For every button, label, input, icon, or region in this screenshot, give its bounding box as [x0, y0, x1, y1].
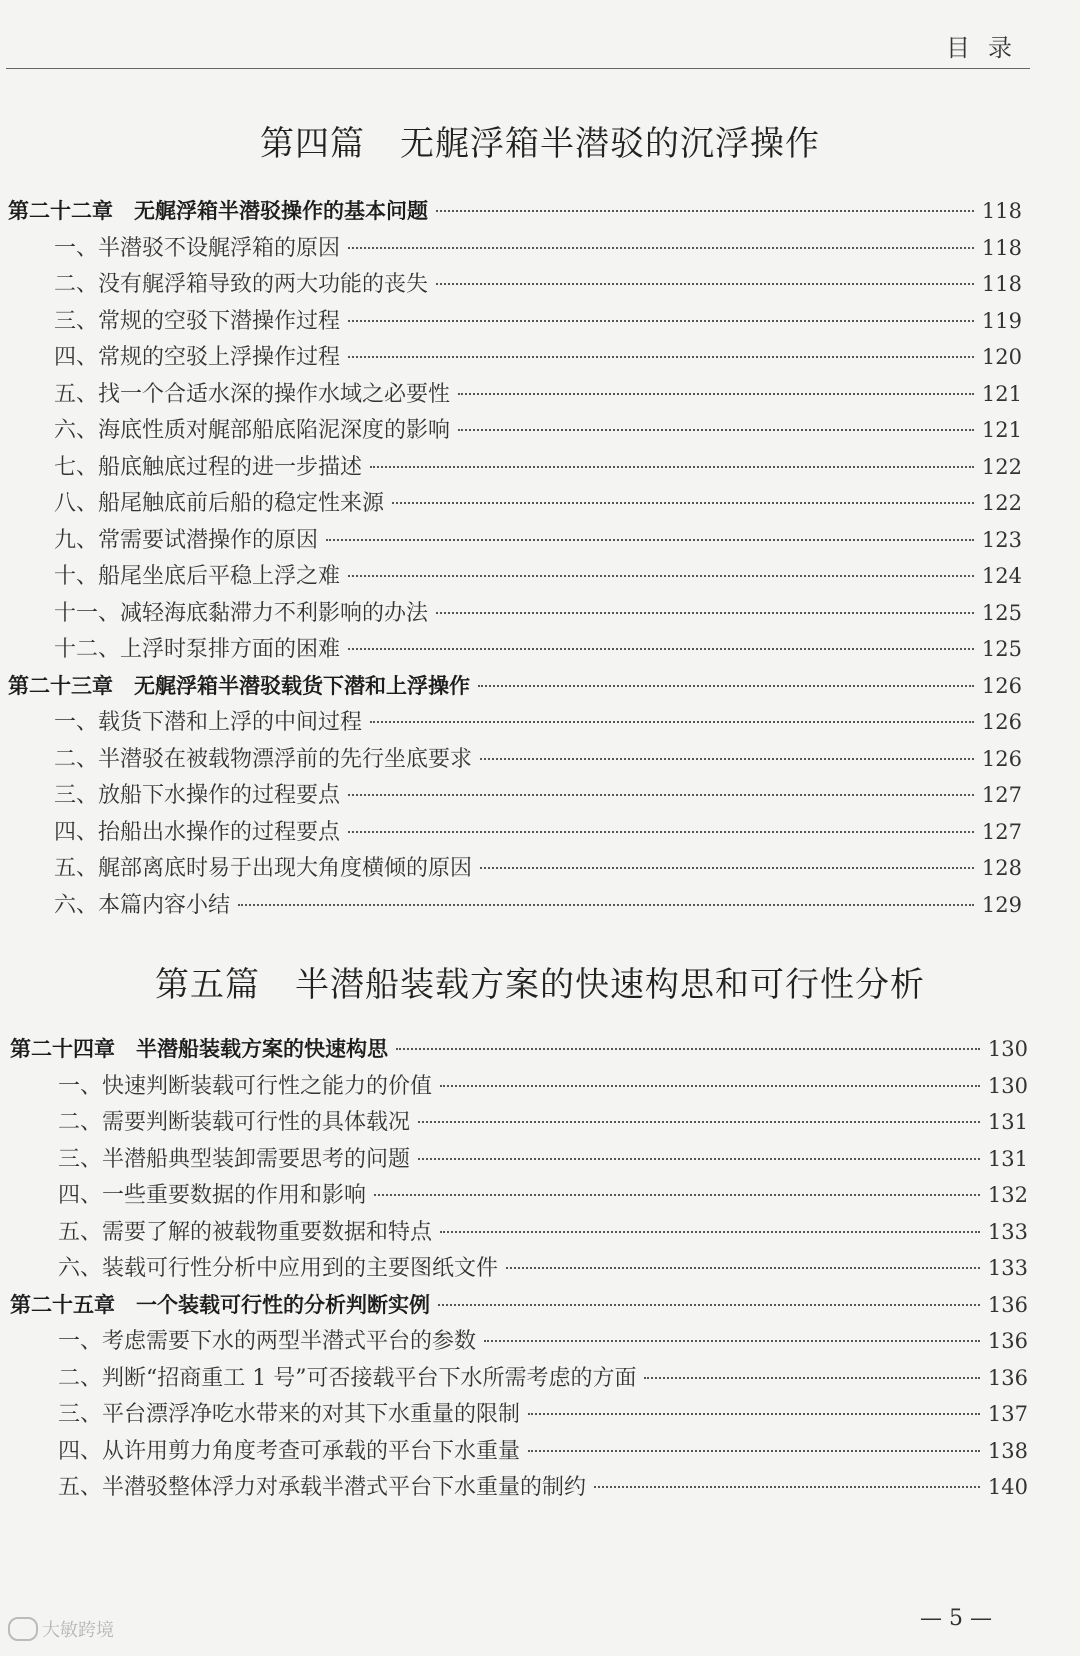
entry-label: 一、考虑需要下水的两型半潜式平台的参数	[58, 1329, 477, 1354]
dot-leader	[484, 1339, 980, 1342]
header-rule	[6, 68, 1030, 69]
dot-leader	[436, 209, 974, 212]
dot-leader	[644, 1376, 979, 1379]
entry-label: 二、半潜驳在被载物漂浮前的先行坐底要求	[54, 746, 473, 772]
section-entry[interactable]	[54, 448, 1022, 486]
dot-leader	[348, 246, 974, 249]
dot-leader	[374, 1193, 980, 1196]
dot-leader	[436, 282, 974, 285]
part-title: 第四篇 无艉浮箱半潜驳的沉浮操作	[260, 124, 820, 164]
dot-leader	[348, 830, 974, 833]
section-entry[interactable]	[54, 703, 1022, 741]
section-entry[interactable]	[54, 886, 1022, 924]
entry-label: 五、艉部离底时易于出现大角度横倾的原因	[54, 856, 473, 881]
dot-leader	[480, 757, 974, 760]
dot-leader	[418, 1157, 980, 1160]
section-entry[interactable]	[58, 1140, 1028, 1178]
entry-label: 二、判断“招商重工 1 号”可否接载平台下水所需考虑的方面	[58, 1365, 637, 1391]
entry-label: 十一、减轻海底黏滞力不利影响的办法	[54, 600, 429, 626]
entry-page-number: 136	[987, 1292, 1028, 1317]
entry-label: 六、装载可行性分析中应用到的主要图纸文件	[58, 1256, 499, 1281]
section-entry[interactable]	[58, 1432, 1028, 1470]
dot-leader	[238, 903, 974, 906]
entry-label: 五、需要了解的被载物重要数据和特点	[58, 1219, 433, 1245]
section-entry[interactable]	[54, 411, 1022, 449]
entry-label: 六、海底性质对艉部船底陷泥深度的影响	[54, 418, 451, 443]
entry-page-number: 119	[981, 308, 1022, 333]
dot-leader	[348, 355, 974, 358]
dot-leader	[396, 1047, 980, 1050]
entry-page-number: 124	[981, 564, 1022, 588]
entry-page-number: 132	[987, 1183, 1028, 1207]
section-entry[interactable]	[54, 813, 1022, 851]
chapter-entry[interactable]	[10, 1030, 1028, 1068]
entry-label: 十二、上浮时泵排方面的困难	[54, 637, 341, 662]
entry-page-number: 121	[981, 381, 1022, 406]
entry-label: 四、常规的空驳上浮操作过程	[54, 345, 341, 370]
entry-label: 二、没有艉浮箱导致的两大功能的丧失	[54, 272, 429, 297]
dot-leader	[528, 1449, 980, 1452]
watermark-logo-icon	[8, 1617, 38, 1641]
entry-label: 五、半潜驳整体浮力对承载半潜式平台下水重量的制约	[58, 1475, 587, 1500]
entry-page-number: 121	[981, 418, 1022, 442]
section-entry[interactable]	[58, 1103, 1028, 1141]
section-entry[interactable]	[54, 484, 1022, 522]
entry-page-number: 122	[981, 454, 1022, 479]
dot-leader	[348, 647, 974, 650]
section-entry[interactable]	[58, 1213, 1028, 1251]
dot-leader	[440, 1084, 980, 1087]
section-entry[interactable]	[54, 302, 1022, 340]
section-entry[interactable]	[54, 630, 1022, 668]
entry-label: 四、抬船出水操作的过程要点	[54, 819, 341, 845]
entry-page-number: 137	[987, 1402, 1028, 1426]
entry-page-number: 136	[987, 1365, 1028, 1390]
section-entry[interactable]	[54, 338, 1022, 376]
entry-label: 五、找一个合适水深的操作水域之必要性	[54, 381, 451, 407]
entry-page-number: 118	[981, 199, 1022, 223]
dot-leader	[480, 866, 974, 869]
header-label: 目录	[946, 34, 1030, 62]
entry-page-number: 118	[981, 235, 1022, 260]
chapter-entry[interactable]	[8, 667, 1022, 705]
entry-page-number: 126	[981, 710, 1022, 734]
section-entry[interactable]	[54, 557, 1022, 595]
dot-leader	[348, 793, 974, 796]
entry-label: 第二十三章 无艉浮箱半潜驳载货下潜和上浮操作	[8, 673, 470, 698]
watermark	[8, 1616, 114, 1642]
section-entry[interactable]	[58, 1468, 1028, 1506]
entry-label: 二、需要判断装载可行性的具体载况	[58, 1110, 411, 1135]
dot-leader	[370, 465, 974, 468]
entry-page-number: 138	[987, 1438, 1028, 1463]
entry-page-number: 128	[981, 856, 1022, 880]
entry-page-number: 131	[987, 1146, 1028, 1171]
dot-leader	[478, 684, 974, 687]
section-entry[interactable]	[54, 229, 1022, 267]
entry-label: 三、平台漂浮净吃水带来的对其下水重量的限制	[58, 1402, 521, 1427]
entry-label: 一、快速判断装载可行性之能力的价值	[58, 1073, 433, 1099]
section-entry[interactable]	[58, 1176, 1028, 1214]
entry-page-number: 118	[981, 272, 1022, 296]
dot-leader	[458, 428, 974, 431]
entry-page-number: 129	[981, 892, 1022, 917]
part-title: 第五篇 半潜船装载方案的快速构思和可行性分析	[155, 965, 925, 1005]
entry-page-number: 127	[981, 783, 1022, 807]
dot-leader	[348, 319, 974, 322]
dot-leader	[528, 1412, 980, 1415]
section-entry[interactable]	[54, 776, 1022, 814]
entry-label: 九、常需要试潜操作的原因	[54, 527, 319, 553]
entry-page-number: 126	[981, 746, 1022, 771]
entry-label: 四、一些重要数据的作用和影响	[58, 1183, 367, 1208]
dot-leader	[326, 538, 974, 541]
dot-leader	[506, 1266, 980, 1269]
entry-page-number: 120	[981, 345, 1022, 369]
dot-leader	[440, 1230, 980, 1233]
dot-leader	[436, 611, 974, 614]
entry-page-number: 130	[987, 1073, 1028, 1098]
entry-label: 第二十四章 半潜船装载方案的快速构思	[10, 1037, 388, 1061]
entry-label: 一、载货下潜和上浮的中间过程	[54, 710, 363, 735]
section-entry[interactable]	[54, 740, 1022, 778]
dot-leader	[392, 501, 974, 504]
entry-label: 三、常规的空驳下潜操作过程	[54, 308, 341, 334]
entry-page-number: 133	[987, 1219, 1028, 1244]
section-entry[interactable]	[54, 375, 1022, 413]
entry-page-number: 131	[987, 1110, 1028, 1134]
entry-label: 一、半潜驳不设艉浮箱的原因	[54, 235, 341, 261]
chapter-entry[interactable]	[10, 1286, 1028, 1324]
entry-page-number: 125	[981, 600, 1022, 625]
entry-label: 八、船尾触底前后船的稳定性来源	[54, 491, 385, 516]
section-entry[interactable]	[58, 1249, 1028, 1287]
entry-page-number: 125	[981, 637, 1022, 661]
watermark-text: 大敏跨境	[42, 1620, 114, 1641]
entry-label: 三、放船下水操作的过程要点	[54, 783, 341, 808]
entry-label: 十、船尾坐底后平稳上浮之难	[54, 564, 341, 589]
dot-leader	[438, 1303, 980, 1306]
entry-label: 七、船底触底过程的进一步描述	[54, 454, 363, 480]
entry-label: 三、半潜船典型装卸需要思考的问题	[58, 1146, 411, 1172]
entry-page-number: 123	[981, 527, 1022, 552]
section-entry[interactable]	[54, 849, 1022, 887]
dot-leader	[418, 1120, 980, 1123]
entry-label: 四、从许用剪力角度考查可承载的平台下水重量	[58, 1438, 521, 1464]
dot-leader	[594, 1485, 980, 1488]
entry-page-number: 133	[987, 1256, 1028, 1280]
section-entry[interactable]	[54, 521, 1022, 559]
entry-page-number: 136	[987, 1329, 1028, 1353]
entry-page-number: 127	[981, 819, 1022, 844]
section-entry[interactable]	[58, 1359, 1028, 1397]
section-entry[interactable]	[58, 1067, 1028, 1105]
dot-leader	[348, 574, 974, 577]
entry-page-number: 122	[981, 491, 1022, 515]
dot-leader	[458, 392, 974, 395]
page-number: — 5 —	[920, 1606, 992, 1631]
entry-label: 六、本篇内容小结	[54, 892, 231, 918]
section-entry[interactable]	[54, 265, 1022, 303]
dot-leader	[370, 720, 974, 723]
chapter-entry[interactable]	[8, 192, 1022, 230]
entry-page-number: 126	[981, 673, 1022, 698]
entry-label: 第二十五章 一个装载可行性的分析判断实例	[10, 1292, 430, 1317]
entry-page-number: 140	[987, 1475, 1028, 1499]
entry-label: 第二十二章 无艉浮箱半潜驳操作的基本问题	[8, 199, 428, 223]
section-entry[interactable]	[54, 594, 1022, 632]
section-entry[interactable]	[58, 1395, 1028, 1433]
entry-page-number: 130	[987, 1037, 1028, 1061]
section-entry[interactable]	[58, 1322, 1028, 1360]
